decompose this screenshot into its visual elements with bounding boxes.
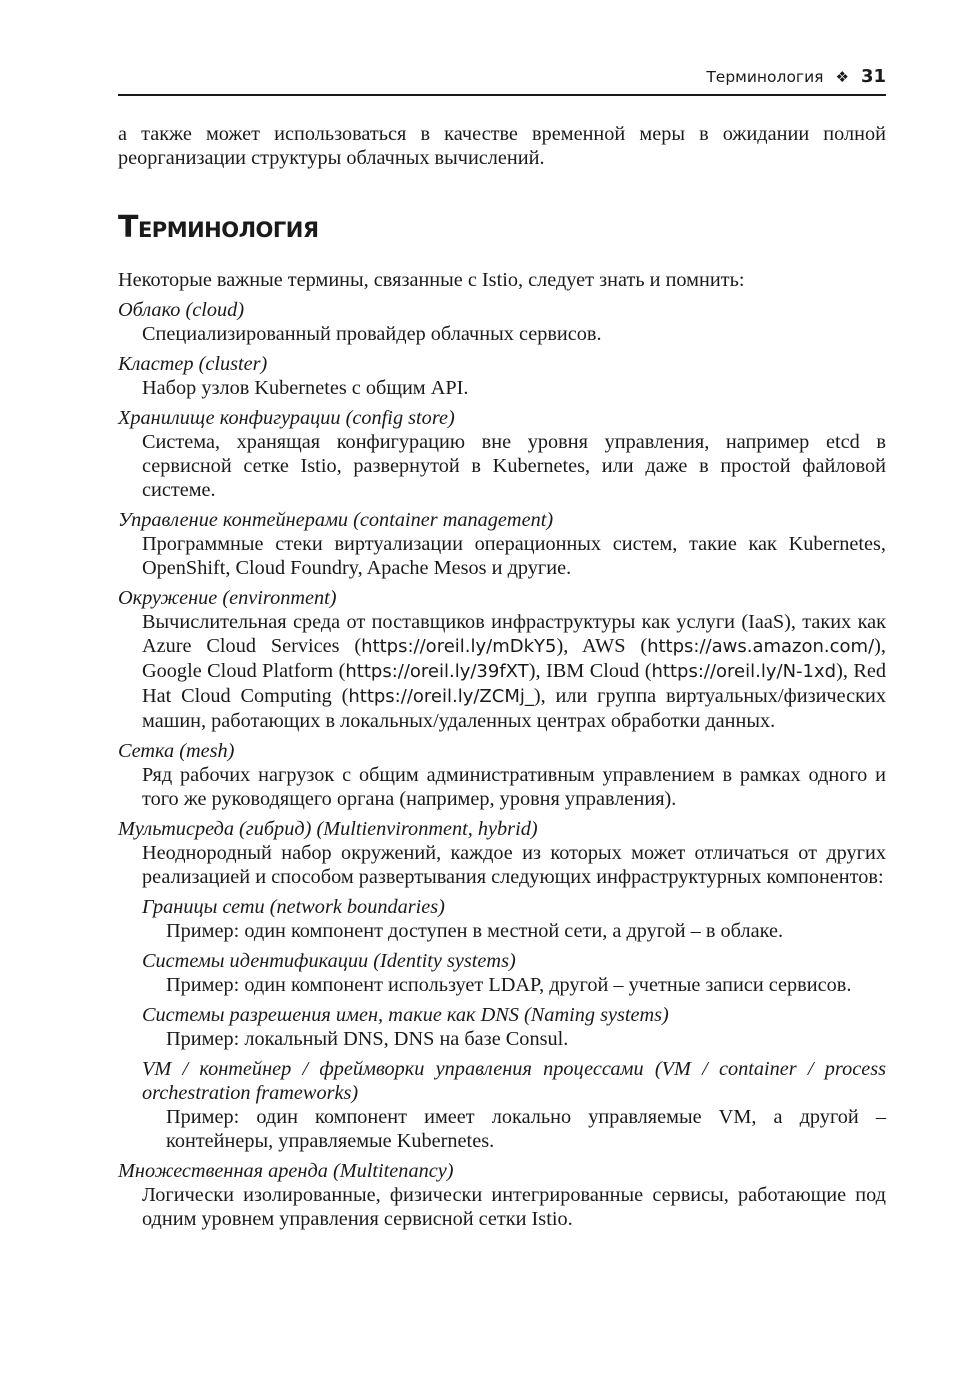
- section-lead: Некоторые важные термины, связанные с Istio, следует знать и помнить:: [118, 269, 745, 291]
- sub-term-heading: [142, 1057, 886, 1105]
- term-name: Облако: [118, 299, 181, 321]
- term-definition: [142, 610, 886, 733]
- term-heading: [118, 406, 886, 430]
- link-gcp[interactable]: https://oreil.ly/39fXT: [345, 661, 529, 682]
- sub-term-name: Системы идентификации: [142, 950, 369, 972]
- term-name: Управление контейнерами: [118, 509, 349, 531]
- sub-term-english: (VM / container / process orchestration frameworks): [142, 1058, 886, 1104]
- ornament-icon: ❖: [835, 68, 849, 86]
- sub-term-definition: Пример: один компонент имеет локально управляемые VM, а другой – контейнеры, управляемые Kubernetes.: [166, 1106, 886, 1152]
- term-name: Мультисреда (гибрид): [118, 818, 312, 840]
- term-heading: [118, 352, 886, 376]
- page-number: 31: [860, 66, 886, 87]
- sub-term-heading: [142, 895, 886, 919]
- sub-term-name: Системы разрешения имен, такие как DNS: [142, 1004, 519, 1026]
- sub-term-english: (network boundaries): [269, 896, 445, 918]
- page-body: [118, 122, 886, 1231]
- term-name: Кластер: [118, 353, 194, 375]
- link-azure[interactable]: https://oreil.ly/mDkY5: [361, 636, 557, 657]
- sub-term-definition: Пример: локальный DNS, DNS на базе Consul.: [166, 1028, 569, 1050]
- definition-text: ), Google Cloud Platform (: [142, 635, 886, 682]
- term-english: (environment): [222, 587, 337, 609]
- term-heading: [118, 586, 886, 610]
- term-english: (config store): [345, 407, 455, 429]
- term-definition: Программные стеки виртуализации операционных систем, такие как Kubernetes, OpenShift, Cloud Foundry, Apache Mesos и другие.: [142, 533, 886, 579]
- term-heading: [118, 739, 886, 763]
- definition-text: ), или группа виртуальных/физических машин, работающих в локальных/удаленных центрах обработки данных.: [142, 685, 886, 732]
- term-heading: [118, 508, 886, 532]
- term-name: Хранилище конфигурации: [118, 407, 341, 429]
- definition-text: ), Red Hat Cloud Computing (: [142, 660, 887, 707]
- term-definition: Логически изолированные, физически интегрированные сервисы, работающие под одним уровнем управления сервисной сетки Istio.: [142, 1184, 886, 1230]
- term-english: (container management): [353, 509, 554, 531]
- sub-term-heading: [142, 1003, 886, 1027]
- header-rule: [118, 94, 886, 96]
- term-heading: [118, 817, 886, 841]
- term-heading: [118, 298, 886, 322]
- sub-term-definition: Пример: один компонент использует LDAP, другой – учетные записи сервисов.: [166, 974, 852, 996]
- term-name: Множественная аренда: [118, 1160, 328, 1182]
- term-heading: [118, 1159, 886, 1183]
- term-english: (mesh): [179, 740, 235, 762]
- term-definition: Специализированный провайдер облачных сервисов.: [142, 323, 602, 345]
- term-definition: Система, хранящая конфигурацию вне уровня управления, например etcd в сервисной сетке Istio, развернутой в Kubernetes, или даже в простой файловой системе.: [142, 431, 886, 501]
- sub-term-english: (Identity systems): [373, 950, 516, 972]
- sub-term-english: (Naming systems): [524, 1004, 669, 1026]
- term-english: (Multienvironment, hybrid): [316, 818, 538, 840]
- intro-paragraph: а также может использоваться в качестве временной меры в ожидании полной реорганизации структуры облачных вычислений.: [118, 123, 886, 169]
- running-head: [118, 66, 886, 92]
- term-name: Окружение: [118, 587, 218, 609]
- definition-text: Вычислительная среда от поставщиков инфраструктуры как услуги (IaaS), таких как Azure Cloud Services (: [142, 611, 886, 657]
- term-name: Сетка: [118, 740, 175, 762]
- term-definition: Ряд рабочих нагрузок с общим административным управлением в рамках одного и того же руководящего органа (например, уровня управления).: [142, 764, 886, 810]
- sub-term-name: Границы сети: [142, 896, 265, 918]
- sub-term-definition: Пример: один компонент доступен в местной сети, а другой – в облаке.: [166, 920, 784, 942]
- section-heading: Терминология: [118, 210, 319, 245]
- definition-text: ), IBM Cloud (: [528, 660, 652, 682]
- term-english: (Multitenancy): [332, 1160, 454, 1182]
- link-ibm[interactable]: https://oreil.ly/N-1xd: [651, 661, 837, 682]
- definition-text: ), AWS (: [556, 635, 648, 657]
- term-english: (cloud): [185, 299, 245, 321]
- term-english: (cluster): [198, 353, 268, 375]
- link-aws[interactable]: https://aws.amazon.com/: [647, 636, 875, 657]
- sub-term-heading: [142, 949, 886, 973]
- book-page: [118, 66, 886, 1231]
- term-definition: Неоднородный набор окружений, каждое из которых может отличаться от других реализацией и способом развертывания следующих инфраструктурных компонентов:: [142, 842, 886, 888]
- link-redhat[interactable]: https://oreil.ly/ZCMj_: [348, 686, 534, 707]
- term-definition: Набор узлов Kubernetes с общим API.: [142, 377, 469, 399]
- sub-term-name: VM / контейнер / фреймворки управления процессами: [142, 1058, 644, 1080]
- running-head-title: Терминология: [706, 68, 824, 86]
